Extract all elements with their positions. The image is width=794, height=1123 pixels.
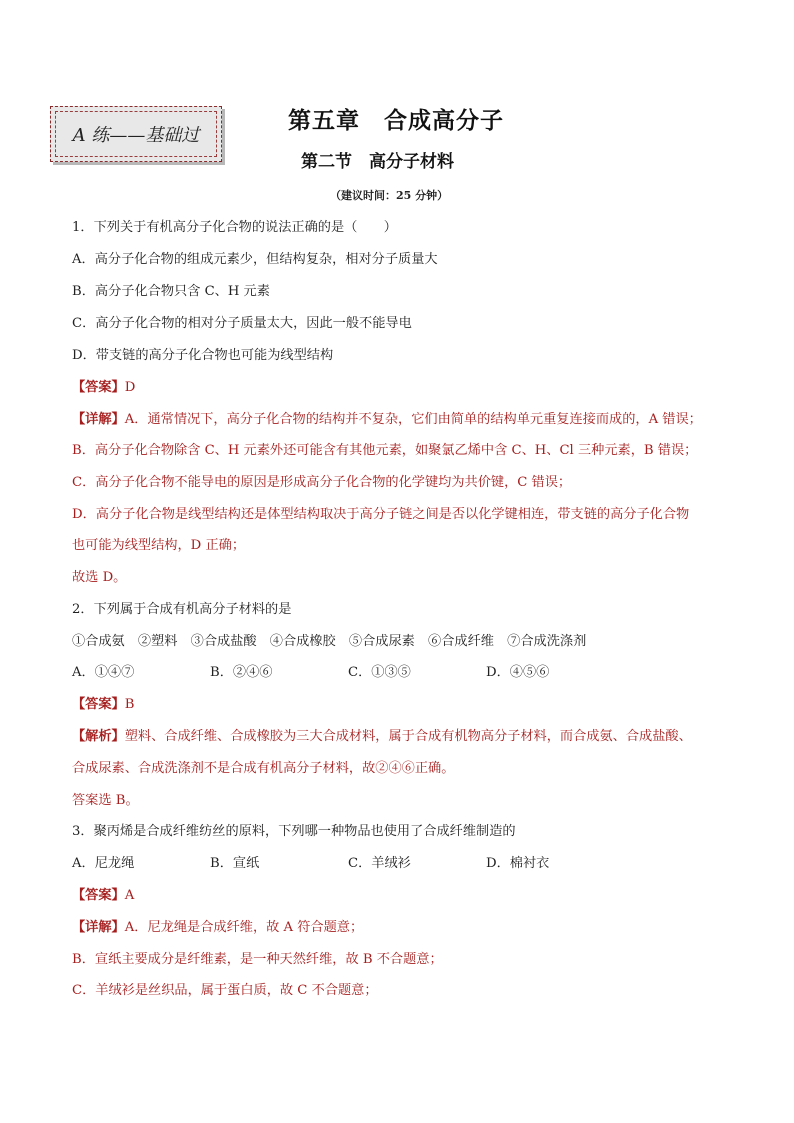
q3-option-b: B．宣纸 — [210, 856, 260, 871]
q2-option-d: D．④⑤⑥ — [486, 665, 550, 680]
q3-answer — [72, 886, 754, 906]
q3-option-c: C．羊绒衫 — [348, 856, 411, 871]
q3-stem: 3．聚丙烯是合成纤维纺丝的原料，下列哪一种物品也使用了合成纤维制造的 — [72, 824, 516, 839]
q2-analysis-line2: 合成尿素、合成洗涤剂不是合成有机高分子材料，故②④⑥正确。 — [72, 761, 455, 776]
q1-explain-c: C．高分子化合物不能导电的原因是形成高分子化合物的化学键均为共价键，C 错误； — [72, 475, 572, 490]
answer-label: 【答案】 — [72, 697, 125, 712]
section-title: 第二节 高分子材料 — [301, 152, 454, 172]
q1-answer — [72, 378, 754, 398]
q2-analysis-line1 — [72, 727, 754, 747]
q2-answer — [72, 695, 754, 715]
q1-explain-a-text: A．通常情况下，高分子化合物的结构并不复杂，它们由简单的结构单元重复连接而成的，A 错误； — [124, 412, 702, 427]
q2-conclusion: 答案选 B。 — [72, 793, 139, 808]
q3-explain-c: C．羊绒衫是丝织品，属于蛋白质，故 C 不合题意； — [72, 983, 378, 998]
q1-option-a: A．高分子化合物的组成元素少，但结构复杂，相对分子质量大 — [72, 252, 438, 267]
q1-option-b: B．高分子化合物只含 C、H 元素 — [72, 284, 270, 299]
q2-analysis-text: 塑料、合成纤维、合成橡胶为三大合成材料，属于合成有机物高分子材料，而合成氨、合成盐酸、 — [124, 729, 692, 744]
q2-option-b: B．②④⑥ — [210, 665, 273, 680]
answer-label: 【答案】 — [72, 888, 125, 903]
explain-label: 【详解】 — [72, 412, 125, 427]
analysis-label: 【解析】 — [72, 729, 125, 744]
q1-explain-d-line1: D．高分子化合物是线型结构还是体型结构取决于高分子链之间是否以化学键相连，带支链的高分子化合物 — [72, 507, 690, 522]
suggested-time-note: （建议时间：25 分钟） — [330, 189, 449, 202]
q2-options — [72, 663, 754, 683]
q2-option-c: C．①③⑤ — [348, 665, 411, 680]
q2-items: ①合成氨 ②塑料 ③合成盐酸 ④合成橡胶 ⑤合成尿素 ⑥合成纤维 ⑦合成洗涤剂 — [72, 634, 587, 649]
badge-label: A 练——基础过 — [55, 111, 217, 157]
explain-label: 【详解】 — [72, 920, 125, 935]
q2-option-a: A．①④⑦ — [72, 665, 135, 680]
q1-option-d: D．带支链的高分子化合物也可能为线型结构 — [72, 348, 334, 363]
practice-level-badge — [50, 106, 222, 162]
answer-label: 【答案】 — [72, 380, 125, 395]
q1-explain-a — [72, 410, 754, 430]
q1-conclusion: 故选 D。 — [72, 570, 127, 585]
q1-explain-b: B．高分子化合物除含 C、H 元素外还可能含有其他元素，如聚氯乙烯中含 C、H、Cl 三种元素，B 错误； — [72, 443, 698, 458]
q1-option-c: C．高分子化合物的相对分子质量太大，因此一般不能导电 — [72, 316, 412, 331]
q3-explain-a — [72, 918, 754, 938]
q3-explain-a-text: A．尼龙绳是合成纤维，故 A 符合题意； — [124, 920, 364, 935]
chapter-title: 第五章 合成高分子 — [288, 108, 504, 134]
q2-stem: 2．下列属于合成有机高分子材料的是 — [72, 602, 292, 617]
q1-stem: 1．下列关于有机高分子化合物的说法正确的是（ ） — [72, 220, 397, 235]
q3-explain-b: B．宣纸主要成分是纤维素，是一种天然纤维，故 B 不合题意； — [72, 952, 443, 967]
q1-answer-value: D — [124, 380, 136, 395]
q2-answer-value: B — [124, 697, 135, 712]
q3-option-a: A．尼龙绳 — [72, 856, 135, 871]
q3-answer-value: A — [124, 888, 135, 903]
q3-options — [72, 854, 754, 874]
q3-option-d: D．棉衬衣 — [486, 856, 550, 871]
q1-explain-d-line2: 也可能为线型结构，D 正确； — [72, 538, 246, 553]
